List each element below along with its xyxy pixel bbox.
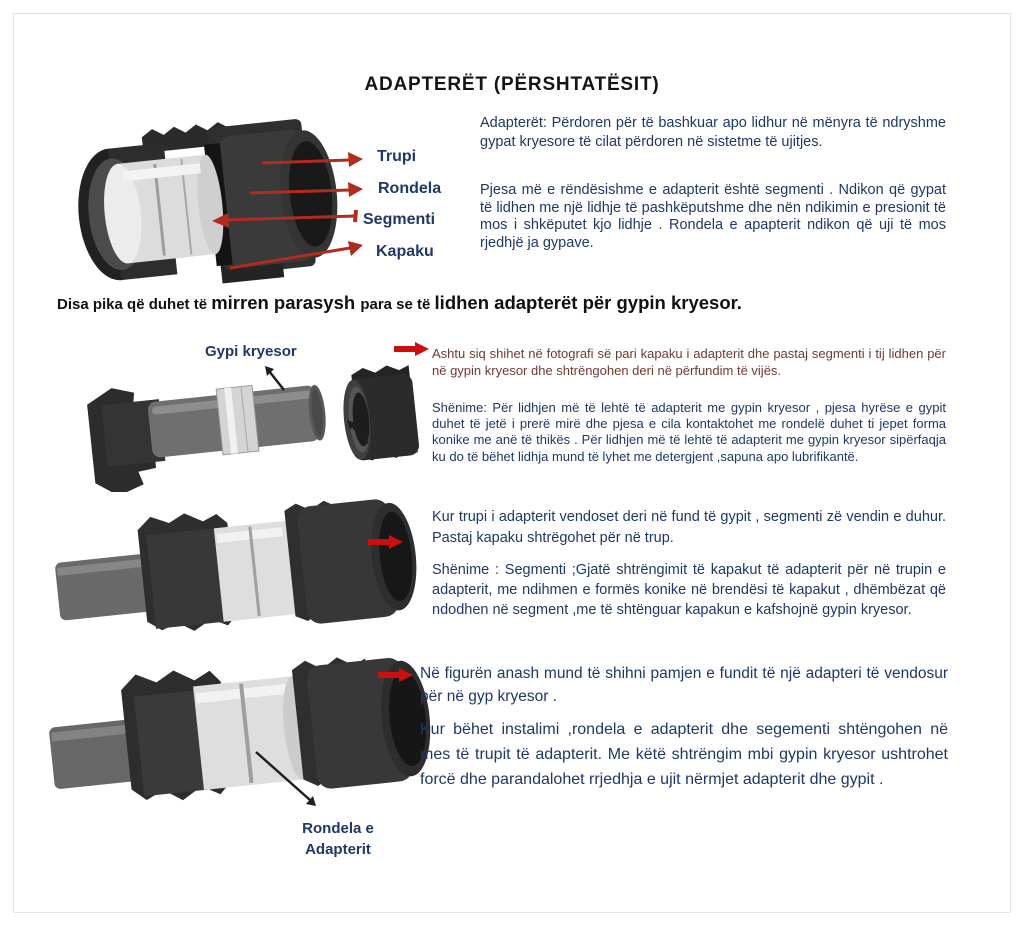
step2-paragraph: Kur trupi i adapterit vendoset deri në fund të gypit , segmenti zë vendin e duhur. Pastaj kapaku shtrëgohet për në trup. (432, 509, 946, 546)
step3-paragraph: Në figurën anash mund të shihni pamjen e fundit të një adapteri të vendosur për në gyp kryesor . (420, 665, 948, 705)
section-heading (57, 292, 935, 316)
section-heading-part: lidhen adapterët (434, 292, 583, 313)
step1-paragraph: Ashtu siq shihet në fotografi së pari kapaku i adapterit dhe pastaj segmenti i tij lidhen për në gypin kryesor dhe shtrëngohen deri në përfundim të vijës. (432, 346, 946, 378)
figure-step-1 (72, 356, 424, 492)
figure-adapter-cutaway (64, 110, 364, 295)
label-trupi: Trupi (377, 148, 417, 165)
figure-step-2 (50, 486, 426, 648)
figure-step-3 (46, 642, 432, 820)
label-rondela: Rondela (378, 180, 442, 197)
label-gypi-kryesor: Gypi kryesor (205, 343, 297, 360)
red-arrow-icon (368, 535, 404, 549)
step3-paragraph-2: Kur bëhet instalimi ,rondela e adapterit dhe segementi shtëngohen në mes të trupit të adapterit. Me këtë shtrëngim mbi gypin kryesor ushtrohet forcë dhe parandalohet rrjedhja e ujit nërmjet adapterit dhe gypit . (420, 721, 948, 788)
step1-note-paragraph: Shënime: Për lidhjen më të lehtë të adapterit me gypin kryesor , pjesa hyrëse e gypit duhet të jetë i prerë mirë dhe pjesa e cila kontaktohet me rondelë duhet ti jepet forma konike me anë të thikës . Për lidhjen më të lehtë të adapterit me gypin kryesor sipërfaqja ku do të bëhet lidhja mund të lyhet me detergjent ,sapuna apo lubrifikantë. (432, 400, 946, 464)
section-heading-part: Disa pika që duhet të (57, 296, 212, 313)
page-title: ADAPTERËT (PËRSHTATËSIT) (364, 74, 660, 95)
red-arrow-icon (394, 342, 430, 356)
section-heading-part: mirren parasysh (211, 292, 361, 313)
section-heading-part: për gypin kryesor. (582, 292, 742, 313)
label-segmenti: Segmenti (363, 211, 436, 228)
label-rondela-e-adapterit: Rondela e Adapterit (302, 820, 374, 858)
intro-paragraph-1: Adapterët: Përdoren për të bashkuar apo lidhur në mënyra të ndryshme gypat kryesore të cilat përdoren në sistetme të ujitjes. (480, 115, 946, 150)
red-arrow-icon (378, 668, 414, 682)
label-kapaku: Kapaku (376, 243, 434, 260)
step2-note-paragraph: Shënime : Segmenti ;Gjatë shtrëngimit të kapakut të adapterit për në trupin e adapterit, me ndihmen e formës konike në brendësi të kapakut , dhëmbëzat që ndodhen në segment ,me të shtënguar kapakun e kafshojnë gypin kryesor. (432, 562, 946, 618)
intro-paragraph-2: Pjesa më e rëndësishme e adapterit është segmenti . Ndikon që gypat të lidhen me një lidhje të pashkëputshme dhe nën ndikimin e presionit të mos i shkëputet kjo lidhje . Rondela e apapterit ndikon që uji të mos rjedhjë ja gypave. (480, 182, 946, 251)
section-heading-part: para se të (360, 296, 435, 313)
